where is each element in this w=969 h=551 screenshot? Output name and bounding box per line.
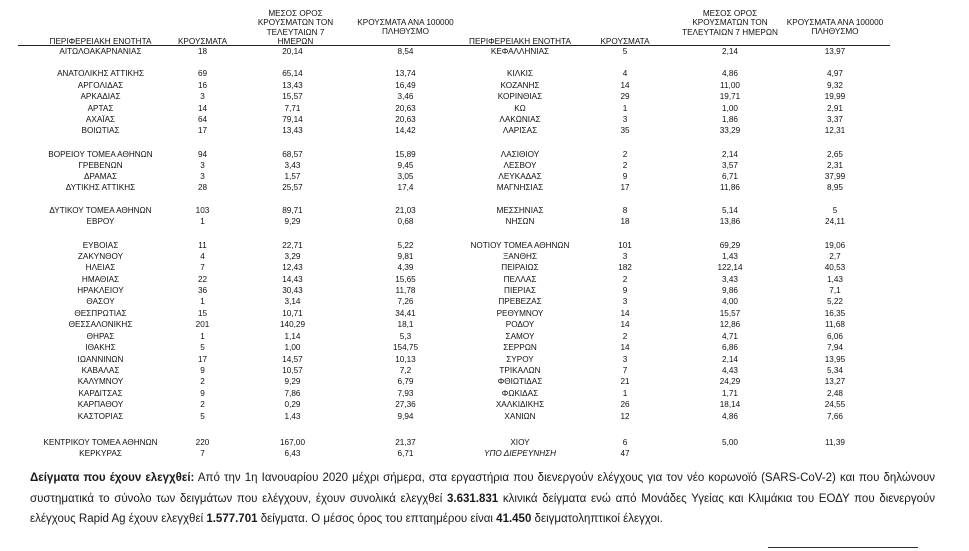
cell-per100k-left: 15,65 xyxy=(395,275,416,284)
cell-region-left: ΘΑΣΟΥ xyxy=(86,297,115,306)
cell-region-right: ΦΘΙΩΤΙΔΑΣ xyxy=(497,377,543,386)
cell-per100k-right: 11,68 xyxy=(825,320,845,329)
cell-cases-right: 9 xyxy=(622,172,628,181)
cell-region-left: ΑΝΑΤΟΛΙΚΗΣ ΑΤΤΙΚΗΣ xyxy=(57,69,144,78)
cell-cases-left: 64 xyxy=(197,115,208,124)
cell-region-left: ΚΕΡΚΥΡΑΣ xyxy=(79,449,122,458)
cell-region-left: ΑΧΑΪΑΣ xyxy=(85,115,116,124)
header-avg7-left: ΜΕΣΟΣ ΟΡΟΣ ΚΡΟΥΣΜΑΤΩΝ ΤΟΝ ΤΕΛΕΥΤΑΙΩΝ 7 ΗΜΕΡΩΝ xyxy=(257,9,334,47)
cell-region-right: ΛΑΚΩΝΙΑΣ xyxy=(499,115,541,124)
cell-region-right: ΦΩΚΙΔΑΣ xyxy=(501,389,539,398)
cell-region-right: ΤΡΙΚΑΛΩΝ xyxy=(499,366,541,375)
cell-cases-right: 14 xyxy=(620,309,630,318)
cell-avg7-left: 9,29 xyxy=(284,217,301,226)
cell-region-left: ΚΑΒΑΛΑΣ xyxy=(81,366,120,375)
cell-avg7-left: 13,43 xyxy=(282,126,303,135)
cell-region-left: ΒΟΡΕΙΟΥ ΤΟΜΕΑ ΑΘΗΝΩΝ xyxy=(48,150,153,159)
table-row xyxy=(0,331,969,342)
cell-avg7-left: 30,43 xyxy=(282,286,303,295)
cell-avg7-left: 0,29 xyxy=(284,400,301,409)
cell-per100k-left: 16,49 xyxy=(395,81,416,90)
cell-region-left: ΑΡΤΑΣ xyxy=(87,104,114,113)
cell-region-left: ΘΕΣΠΡΩΤΙΑΣ xyxy=(74,309,127,318)
cell-per100k-right: 37,99 xyxy=(824,172,846,181)
table-row xyxy=(0,262,969,273)
cell-cases-right: 4 xyxy=(622,69,628,78)
cell-avg7-left: 167,00 xyxy=(279,438,306,447)
cell-per100k-right: 4,97 xyxy=(827,69,843,78)
cell-per100k-left: 7,93 xyxy=(397,389,414,398)
cell-avg7-right: 33,29 xyxy=(719,126,741,135)
cell-region-right: ΛΕΥΚΑΔΑΣ xyxy=(498,172,542,181)
cell-region-right: ΜΕΣΣΗΝΙΑΣ xyxy=(496,206,544,215)
cell-cases-right: 26 xyxy=(620,400,630,409)
tests-paragraph xyxy=(30,468,935,530)
cell-cases-right: 5 xyxy=(622,47,628,56)
divider-line xyxy=(768,547,918,548)
cell-avg7-left: 10,71 xyxy=(282,309,303,318)
cell-avg7-right: 15,57 xyxy=(719,309,741,318)
cell-region-left: ΒΟΙΩΤΙΑΣ xyxy=(81,126,120,135)
cell-region-right: ΣΕΡΡΩΝ xyxy=(503,343,537,352)
table-row xyxy=(0,171,969,182)
cell-per100k-left: 9,45 xyxy=(397,161,414,170)
cell-per100k-right: 13,97 xyxy=(824,47,846,56)
cell-per100k-right: 9,32 xyxy=(827,81,843,90)
cell-per100k-left: 34,41 xyxy=(395,309,416,318)
cell-cases-left: 1 xyxy=(200,332,205,341)
cell-avg7-right: 2,14 xyxy=(722,47,738,56)
cell-per100k-right: 6,06 xyxy=(827,332,843,341)
cell-cases-right: 2 xyxy=(622,332,628,341)
cell-per100k-left: 21,37 xyxy=(395,438,416,447)
table-row xyxy=(0,399,969,410)
cell-avg7-left: 10,57 xyxy=(282,366,303,375)
cell-region-left: ΕΥΒΟΙΑΣ xyxy=(82,241,119,250)
cell-per100k-left: 11,78 xyxy=(395,286,416,295)
cell-region-left: ΑΡΚΑΔΙΑΣ xyxy=(80,92,121,101)
header-avg7-right: ΜΕΣΟΣ ΟΡΟΣ ΚΡΟΥΣΜΑΤΩΝ ΤΟΝ ΤΕΛΕΥΤΑΙΩΝ 7 ΗΜΕΡΩΝ xyxy=(682,9,778,37)
cell-per100k-left: 9,94 xyxy=(397,412,414,421)
cell-region-right: ΝΟΤΙΟΥ ΤΟΜΕΑ ΑΘΗΝΩΝ xyxy=(470,241,570,250)
table-row xyxy=(0,80,969,91)
tests-text-2: κλινικά δείγματα ενώ από Μονάδες Υγείας και Κλιμάκια του ΕΟΔΥ που διενεργούν ελέγχους Rapid Ag έχουν ελεγχθεί xyxy=(30,492,935,525)
cell-per100k-right: 5 xyxy=(832,206,838,215)
cell-avg7-right: 4,43 xyxy=(722,366,738,375)
cell-per100k-right: 12,31 xyxy=(824,126,846,135)
cell-cases-right: 14 xyxy=(620,343,630,352)
cell-region-left: ΑΡΓΟΛΙΔΑΣ xyxy=(77,81,124,90)
cell-per100k-left: 20,63 xyxy=(395,104,416,113)
cell-avg7-left: 12,43 xyxy=(282,263,303,272)
cell-cases-left: 4 xyxy=(200,252,205,261)
cell-per100k-right: 19,06 xyxy=(824,241,846,250)
cell-per100k-left: 13,74 xyxy=(395,69,416,78)
cell-per100k-right: 2,91 xyxy=(827,104,843,113)
cell-cases-right: 3 xyxy=(622,355,628,364)
cell-cases-right: 3 xyxy=(622,252,628,261)
table-row xyxy=(0,205,969,216)
cell-cases-left: 11 xyxy=(198,241,207,250)
cell-cases-left: 1 xyxy=(200,217,205,226)
cell-avg7-left: 6,43 xyxy=(284,449,301,458)
cell-avg7-right: 1,71 xyxy=(722,389,738,398)
cell-region-right: ΛΑΡΙΣΑΣ xyxy=(502,126,538,135)
cell-cases-right: 14 xyxy=(620,320,630,329)
cell-cases-right: 101 xyxy=(618,241,632,250)
table-row xyxy=(0,240,969,251)
cell-region-right: ΠΙΕΡΙΑΣ xyxy=(504,286,536,295)
cell-region-left: ΗΡΑΚΛΕΙΟΥ xyxy=(77,286,124,295)
table-row xyxy=(0,342,969,353)
table-row xyxy=(0,354,969,365)
cell-cases-right: 8 xyxy=(622,206,628,215)
cell-cases-right: 47 xyxy=(620,449,630,458)
cell-cases-left: 69 xyxy=(197,69,208,78)
cell-cases-right: 6 xyxy=(622,438,628,447)
cell-region-right: ΡΟΔΟΥ xyxy=(505,320,535,329)
cell-per100k-left: 3,05 xyxy=(397,172,414,181)
cell-avg7-left: 1,00 xyxy=(284,343,301,352)
cell-cases-left: 22 xyxy=(197,275,208,284)
cell-avg7-right: 9,86 xyxy=(722,286,738,295)
cell-cases-right: 21 xyxy=(620,377,630,386)
cell-cases-left: 3 xyxy=(200,92,205,101)
tests-text-1: Από την 1η Ιανουαρίου 2020 μέχρι σήμερα, στα εργαστήρια που διενεργούν ελέγχους για τον νέο κορωνοϊό (SARS-CoV-2) και που δηλώνουν συστηματικά το σύνολο των δειγμάτων που ελέγχουν, έχουν συνολικά ελεγχθεί xyxy=(30,472,936,505)
header-cases-right: ΚΡΟΥΣΜΑΤΑ xyxy=(600,37,650,46)
table-row xyxy=(0,46,969,57)
cell-region-left: ΚΑΡΠΑΘΟΥ xyxy=(77,400,124,409)
cell-avg7-left: 1,57 xyxy=(284,172,301,181)
table-row xyxy=(0,437,969,448)
cell-avg7-left: 89,71 xyxy=(282,206,303,215)
table-row xyxy=(0,365,969,376)
cell-region-right: ΧΙΟΥ xyxy=(510,438,530,447)
cell-region-right: ΝΗΣΩΝ xyxy=(505,217,535,226)
cell-region-left: ΚΑΣΤΟΡΙΑΣ xyxy=(77,412,124,421)
cell-cases-right: 35 xyxy=(620,126,630,135)
cell-region-left: ΙΩΑΝΝΙΝΩΝ xyxy=(77,355,124,364)
cell-avg7-right: 12,86 xyxy=(719,320,741,329)
cell-per100k-left: 5,3 xyxy=(399,332,412,341)
cell-per100k-left: 15,89 xyxy=(395,150,416,159)
cell-cases-right: 182 xyxy=(618,263,632,272)
cell-cases-left: 103 xyxy=(195,206,210,215)
cell-avg7-right: 13,86 xyxy=(719,217,741,226)
cell-avg7-right: 3,43 xyxy=(722,275,738,284)
cell-avg7-left: 7,86 xyxy=(284,389,301,398)
table-row xyxy=(0,68,969,79)
cell-region-left: ΙΘΑΚΗΣ xyxy=(85,343,116,352)
cell-per100k-left: 0,68 xyxy=(397,217,414,226)
cell-cases-right: 1 xyxy=(622,104,628,113)
cell-avg7-left: 25,57 xyxy=(282,183,303,192)
cell-region-right: ΣΑΜΟΥ xyxy=(505,332,535,341)
cell-avg7-right: 18,14 xyxy=(719,400,741,409)
cell-cases-left: 5 xyxy=(200,412,205,421)
cell-cases-right: 17 xyxy=(620,183,630,192)
cell-cases-left: 3 xyxy=(200,172,205,181)
cell-region-right: ΧΑΛΚΙΔΙΚΗΣ xyxy=(495,400,545,409)
cell-cases-right: 3 xyxy=(622,297,628,306)
cell-avg7-left: 14,57 xyxy=(282,355,303,364)
cell-per100k-right: 7,1 xyxy=(829,286,841,295)
cell-cases-left: 16 xyxy=(197,81,208,90)
cell-cases-right: 14 xyxy=(620,81,630,90)
cell-per100k-left: 14,42 xyxy=(395,126,416,135)
cell-avg7-left: 3,43 xyxy=(284,161,301,170)
cell-cases-right: 18 xyxy=(620,217,630,226)
table-row xyxy=(0,216,969,227)
rapid-tests-total: 1.577.701 xyxy=(206,513,258,525)
table-row xyxy=(0,160,969,171)
table-row xyxy=(0,125,969,136)
cell-region-right: ΚΙΛΚΙΣ xyxy=(506,69,533,78)
cell-avg7-right: 2,14 xyxy=(722,150,738,159)
cell-region-left: ΚΑΡΔΙΤΣΑΣ xyxy=(78,389,123,398)
table-row xyxy=(0,251,969,262)
cell-per100k-right: 1,43 xyxy=(827,275,843,284)
cell-avg7-right: 5,00 xyxy=(722,438,738,447)
cell-avg7-right: 5,14 xyxy=(722,206,738,215)
cell-region-left: ΖΑΚΥΝΘΟΥ xyxy=(77,252,124,261)
cell-region-left: ΘΕΣΣΑΛΟΝΙΚΗΣ xyxy=(68,320,133,329)
cell-region-left: ΕΒΡΟΥ xyxy=(86,217,115,226)
table-row xyxy=(0,388,969,399)
cell-avg7-left: 140,29 xyxy=(279,320,306,329)
cell-cases-left: 2 xyxy=(200,400,205,409)
cell-per100k-left: 5,22 xyxy=(397,241,414,250)
cell-region-right: ΚΕΦΑΛΛΗΝΙΑΣ xyxy=(490,47,550,56)
cell-avg7-right: 1,00 xyxy=(722,104,738,113)
cell-cases-right: 9 xyxy=(622,286,628,295)
cell-avg7-left: 1,14 xyxy=(284,332,301,341)
cell-cases-left: 2 xyxy=(200,377,205,386)
cell-avg7-right: 1,86 xyxy=(722,115,738,124)
cell-per100k-right: 2,48 xyxy=(827,389,843,398)
cell-cases-right: 1 xyxy=(622,389,628,398)
cell-per100k-left: 154,75 xyxy=(392,343,419,352)
cell-avg7-right: 69,29 xyxy=(719,241,741,250)
cell-avg7-right: 122,14 xyxy=(717,263,743,272)
cell-per100k-left: 10,13 xyxy=(395,355,416,364)
cell-per100k-left: 17,4 xyxy=(397,183,414,192)
cell-per100k-right: 40,53 xyxy=(824,263,846,272)
cell-avg7-right: 6,86 xyxy=(722,343,738,352)
cell-avg7-left: 79,14 xyxy=(282,115,303,124)
cell-per100k-right: 13,27 xyxy=(824,377,846,386)
cell-per100k-left: 8,54 xyxy=(397,47,414,56)
cell-per100k-right: 3,37 xyxy=(827,115,843,124)
cell-avg7-right: 4,71 xyxy=(722,332,738,341)
tests-text-3: δείγματα. Ο μέσος όρος του επταημέρου είναι xyxy=(257,513,497,525)
cell-region-right: ΣΥΡΟΥ xyxy=(506,355,534,364)
cell-cases-right: 2 xyxy=(622,161,628,170)
cell-per100k-right: 2,31 xyxy=(827,161,843,170)
cell-per100k-right: 2,65 xyxy=(827,150,843,159)
cell-region-right: ΛΑΣΙΘΙΟΥ xyxy=(500,150,540,159)
cell-avg7-right: 11,00 xyxy=(720,81,740,90)
cell-avg7-left: 22,71 xyxy=(282,241,303,250)
table-row xyxy=(0,308,969,319)
cell-cases-left: 15 xyxy=(197,309,208,318)
cell-region-right: ΠΡΕΒΕΖΑΣ xyxy=(498,297,542,306)
cell-per100k-right: 11,39 xyxy=(825,438,845,447)
cell-region-left: ΘΗΡΑΣ xyxy=(86,332,115,341)
table-row xyxy=(0,376,969,387)
tests-text-4: δειγματοληπτικοί έλεγχοι. xyxy=(531,513,663,525)
table-row xyxy=(0,182,969,193)
header-per100k-left: ΚΡΟΥΣΜΑΤΑ ΑΝΑ 100000 ΠΛΗΘΥΣΜΟ xyxy=(357,18,454,37)
header-cases-left: ΚΡΟΥΣΜΑΤΑ xyxy=(177,37,228,46)
cell-cases-left: 9 xyxy=(200,389,205,398)
table-row xyxy=(0,91,969,102)
cell-avg7-right: 4,00 xyxy=(722,297,738,306)
cell-per100k-left: 27,36 xyxy=(395,400,416,409)
cell-cases-left: 7 xyxy=(200,449,205,458)
cell-per100k-right: 5,34 xyxy=(827,366,843,375)
cell-region-left: ΔΥΤΙΚΟΥ ΤΟΜΕΑ ΑΘΗΝΩΝ xyxy=(49,206,152,215)
table-row xyxy=(0,274,969,285)
cell-region-left: ΚΑΛΥΜΝΟΥ xyxy=(77,377,124,386)
cell-cases-left: 36 xyxy=(197,286,208,295)
weekly-average-tests: 41.450 xyxy=(496,513,532,525)
cell-avg7-right: 2,14 xyxy=(722,355,738,364)
cell-region-left: ΗΜΑΘΙΑΣ xyxy=(81,275,120,284)
table-row xyxy=(0,285,969,296)
cell-per100k-left: 21,03 xyxy=(395,206,416,215)
table-row xyxy=(0,149,969,160)
cell-region-left: ΓΡΕΒΕΝΩΝ xyxy=(78,161,123,170)
cell-cases-left: 17 xyxy=(197,126,208,135)
cell-cases-left: 17 xyxy=(197,355,208,364)
cell-per100k-left: 6,71 xyxy=(397,449,414,458)
cell-region-right: ΚΩ xyxy=(514,104,526,113)
cell-region-left: ΔΥΤΙΚΗΣ ΑΤΤΙΚΗΣ xyxy=(65,183,136,192)
cell-avg7-right: 6,71 xyxy=(722,172,738,181)
cell-per100k-left: 7,26 xyxy=(397,297,414,306)
pcr-tests-total: 3.631.831 xyxy=(447,492,499,505)
cell-avg7-left: 13,43 xyxy=(282,81,303,90)
cell-region-right: ΥΠΟ ΔΙΕΡΕΥΝΗΣΗ xyxy=(484,449,556,458)
cell-per100k-right: 7,66 xyxy=(827,412,843,421)
cell-per100k-left: 18,1 xyxy=(397,320,414,329)
cell-region-right: ΡΕΘΥΜΝΟΥ xyxy=(496,309,544,318)
cell-region-right: ΛΕΣΒΟΥ xyxy=(503,161,537,170)
tests-lead: Δείγματα που έχουν ελεγχθεί: xyxy=(30,472,195,484)
cell-cases-left: 28 xyxy=(197,183,208,192)
cell-region-right: ΞΑΝΘΗΣ xyxy=(502,252,538,261)
table-row xyxy=(0,411,969,422)
cell-avg7-right: 1,43 xyxy=(722,252,738,261)
cell-avg7-left: 1,43 xyxy=(284,412,301,421)
cell-avg7-right: 19,71 xyxy=(719,92,741,101)
cell-cases-left: 94 xyxy=(197,150,208,159)
cell-per100k-right: 7,94 xyxy=(827,343,843,352)
cell-avg7-left: 3,14 xyxy=(284,297,301,306)
cell-region-right: ΧΑΝΙΩΝ xyxy=(504,412,536,421)
cell-avg7-right: 4,86 xyxy=(722,412,738,421)
table-row xyxy=(0,319,969,330)
cell-avg7-left: 14,43 xyxy=(282,275,303,284)
cell-avg7-left: 68,57 xyxy=(282,150,303,159)
cell-cases-left: 18 xyxy=(197,47,208,56)
cell-cases-right: 29 xyxy=(620,92,630,101)
cell-per100k-right: 5,22 xyxy=(827,297,843,306)
cell-cases-right: 7 xyxy=(622,366,628,375)
cell-avg7-left: 15,57 xyxy=(282,92,303,101)
cell-avg7-left: 20,14 xyxy=(282,47,303,56)
cell-avg7-left: 3,29 xyxy=(284,252,301,261)
cell-per100k-right: 8,95 xyxy=(827,183,843,192)
cell-region-right: ΚΟΡΙΝΘΙΑΣ xyxy=(497,92,543,101)
cell-per100k-left: 6,79 xyxy=(397,377,414,386)
cell-avg7-right: 11,86 xyxy=(720,183,740,192)
cell-region-left: ΔΡΑΜΑΣ xyxy=(83,172,118,181)
cell-cases-right: 3 xyxy=(622,115,628,124)
cell-per100k-left: 9,81 xyxy=(397,252,414,261)
cell-avg7-right: 24,29 xyxy=(719,377,741,386)
cell-per100k-right: 2,7 xyxy=(829,252,841,261)
cell-region-right: ΠΕΙΡΑΙΩΣ xyxy=(501,263,539,272)
cell-cases-right: 2 xyxy=(622,150,628,159)
cell-cases-left: 3 xyxy=(200,161,205,170)
cell-avg7-left: 7,71 xyxy=(284,104,301,113)
table-row xyxy=(0,103,969,114)
header-region-left: ΠΕΡΙΦΕΡΕΙΑΚΗ ΕΝΟΤΗΤΑ xyxy=(49,37,152,46)
cell-cases-left: 9 xyxy=(200,366,205,375)
cell-region-right: ΠΕΛΛΑΣ xyxy=(503,275,537,284)
cell-per100k-right: 19,99 xyxy=(824,92,846,101)
cell-avg7-left: 65,14 xyxy=(282,69,303,78)
cell-per100k-left: 3,46 xyxy=(397,92,414,101)
cell-avg7-right: 3,57 xyxy=(722,161,738,170)
cell-cases-left: 7 xyxy=(200,263,205,272)
cell-region-left: ΑΙΤΩΛΟΑΚΑΡΝΑΝΙΑΣ xyxy=(59,47,142,56)
cell-cases-left: 14 xyxy=(197,104,208,113)
table-row xyxy=(0,448,969,459)
cell-cases-left: 5 xyxy=(200,343,205,352)
header-per100k-right: ΚΡΟΥΣΜΑΤΑ ΑΝΑ 100000 ΠΛΗΘΥΣΜΟ xyxy=(786,18,884,37)
cell-region-left: ΚΕΝΤΡΙΚΟΥ ΤΟΜΕΑ ΑΘΗΝΩΝ xyxy=(43,438,158,447)
cell-region-left: ΗΛΕΙΑΣ xyxy=(85,263,116,272)
cell-per100k-right: 24,11 xyxy=(825,217,845,226)
cell-cases-right: 2 xyxy=(622,275,628,284)
cell-cases-right: 12 xyxy=(620,412,630,421)
cell-cases-left: 220 xyxy=(195,438,210,447)
cell-avg7-right: 4,86 xyxy=(722,69,738,78)
cell-per100k-right: 24,55 xyxy=(824,400,846,409)
cell-cases-left: 1 xyxy=(200,297,205,306)
header-region-right: ΠΕΡΙΦΕΡΕΙΑΚΗ ΕΝΟΤΗΤΑ xyxy=(469,37,571,46)
cell-per100k-left: 7,2 xyxy=(399,366,412,375)
cell-per100k-right: 16,35 xyxy=(824,309,846,318)
table-row xyxy=(0,296,969,307)
table-row xyxy=(0,114,969,125)
cell-cases-left: 201 xyxy=(195,320,210,329)
cell-avg7-left: 9,29 xyxy=(284,377,301,386)
cell-region-right: ΜΑΓΝΗΣΙΑΣ xyxy=(496,183,544,192)
cell-per100k-left: 20,63 xyxy=(395,115,416,124)
cell-per100k-right: 13,95 xyxy=(824,355,846,364)
cell-per100k-left: 4,39 xyxy=(397,263,414,272)
cell-region-right: ΚΟΖΑΝΗΣ xyxy=(500,81,540,90)
